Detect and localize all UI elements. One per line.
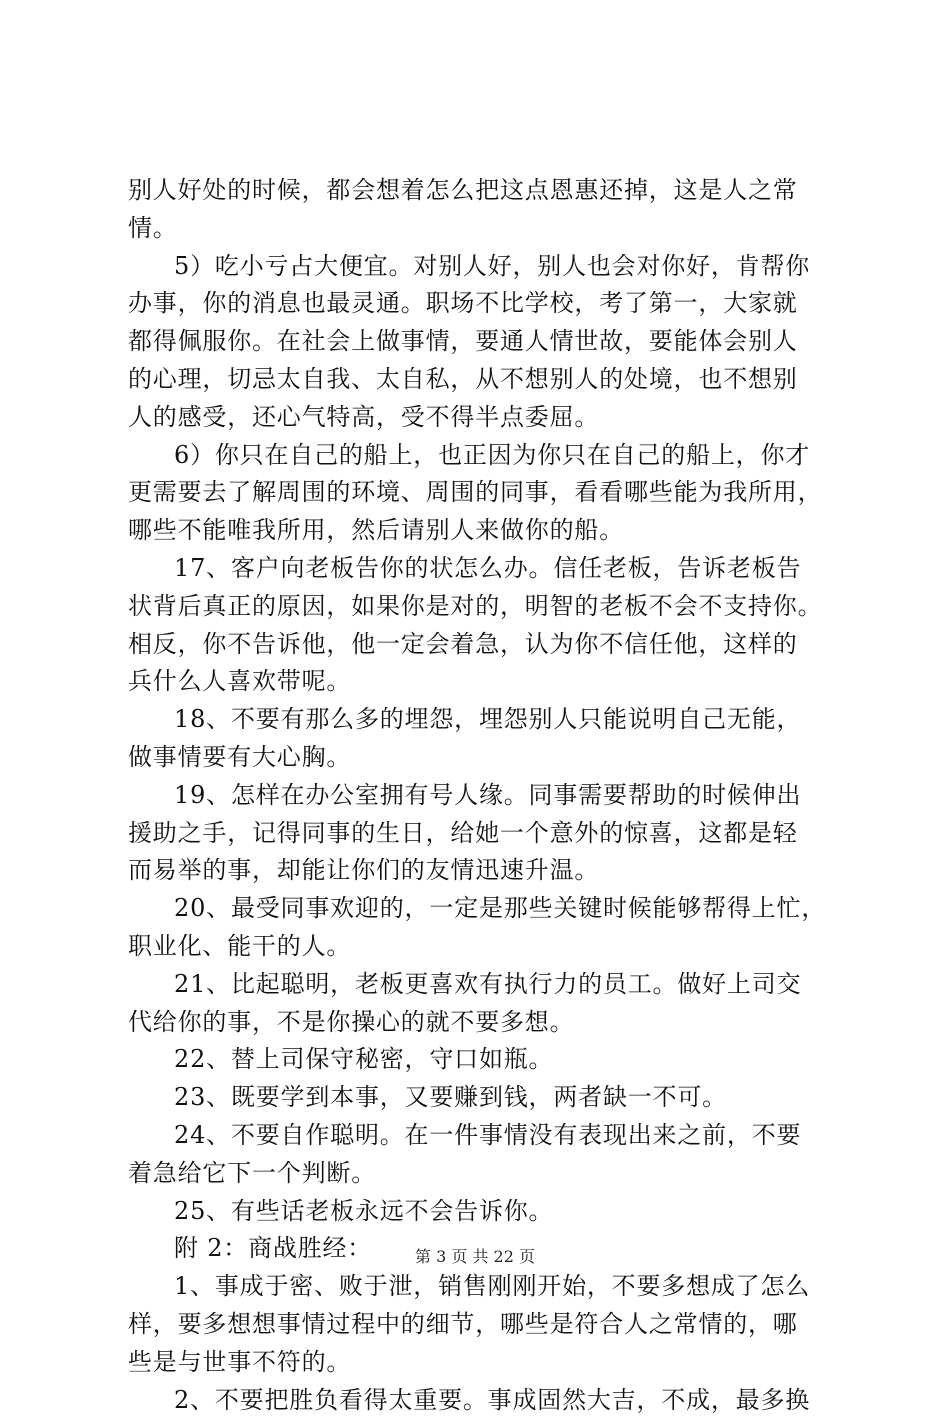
text-line: 19、怎样在办公室拥有号人缘。同事需要帮助的时候伸出 [128, 777, 833, 815]
text-line: 23、既要学到本事，又要赚到钱，两者缺一不可。 [128, 1079, 833, 1117]
text-line: 办事，你的消息也最灵通。职场不比学校，考了第一，大家就 [128, 285, 833, 323]
text-line: 状背后真正的原因，如果你是对的，明智的老板不会不支持你。 [128, 588, 833, 626]
text-line: 兵什么人喜欢带呢。 [128, 663, 833, 701]
text-line: 相反，你不告诉他，他一定会着急，认为你不信任他，这样的 [128, 626, 833, 664]
text-line: 25、有些话老板永远不会告诉你。 [128, 1193, 833, 1231]
text-line: 的心理，切忌太自我、太自私，从不想别人的处境，也不想别 [128, 361, 833, 399]
text-line: 着急给它下一个判断。 [128, 1155, 833, 1193]
text-line: 情。 [128, 210, 833, 248]
text-line: 5）吃小亏占大便宜。对别人好，别人也会对你好，肯帮你 [128, 248, 833, 286]
text-line: 1、事成于密、败于泄，销售刚刚开始，不要多想成了怎么 [128, 1268, 833, 1306]
document-body [128, 172, 833, 1419]
text-line: 21、比起聪明，老板更喜欢有执行力的员工。做好上司交 [128, 966, 833, 1004]
text-line: 而易举的事，却能让你们的友情迅速升温。 [128, 852, 833, 890]
text-line: 24、不要自作聪明。在一件事情没有表现出来之前，不要 [128, 1117, 833, 1155]
text-line: 做事情要有大心胸。 [128, 739, 833, 777]
text-line: 代给你的事，不是你操心的就不要多想。 [128, 1004, 833, 1042]
text-line: 些是与世事不符的。 [128, 1344, 833, 1382]
text-line: 20、最受同事欢迎的，一定是那些关键时候能够帮得上忙， [128, 890, 833, 928]
text-line: 更需要去了解周围的环境、周围的同事，看看哪些能为我所用， [128, 474, 833, 512]
text-line: 援助之手，记得同事的生日，给她一个意外的惊喜，这都是轻 [128, 815, 833, 853]
text-line: 2、不要把胜负看得太重要。事成固然大吉，不成，最多换 [128, 1382, 833, 1419]
text-line: 22、替上司保守秘密，守口如瓶。 [128, 1041, 833, 1079]
text-line: 6）你只在自己的船上，也正因为你只在自己的船上，你才 [128, 437, 833, 475]
text-line: 哪些不能唯我所用，然后请别人来做你的船。 [128, 512, 833, 550]
page-footer: 第 3 页 共 22 页 [0, 1244, 950, 1267]
text-line: 人的感受，还心气特高，受不得半点委屈。 [128, 399, 833, 437]
text-line: 18、不要有那么多的埋怨，埋怨别人只能说明自己无能， [128, 701, 833, 739]
text-line: 都得佩服你。在社会上做事情，要通人情世故，要能体会别人 [128, 323, 833, 361]
text-line: 职业化、能干的人。 [128, 928, 833, 966]
text-line: 17、客户向老板告你的状怎么办。信任老板，告诉老板告 [128, 550, 833, 588]
text-line: 样，要多想想事情过程中的细节，哪些是符合人之常情的，哪 [128, 1306, 833, 1344]
text-line: 附 2：商战胜经： [128, 1230, 833, 1268]
text-line: 别人好处的时候，都会想着怎么把这点恩惠还掉，这是人之常 [128, 172, 833, 210]
